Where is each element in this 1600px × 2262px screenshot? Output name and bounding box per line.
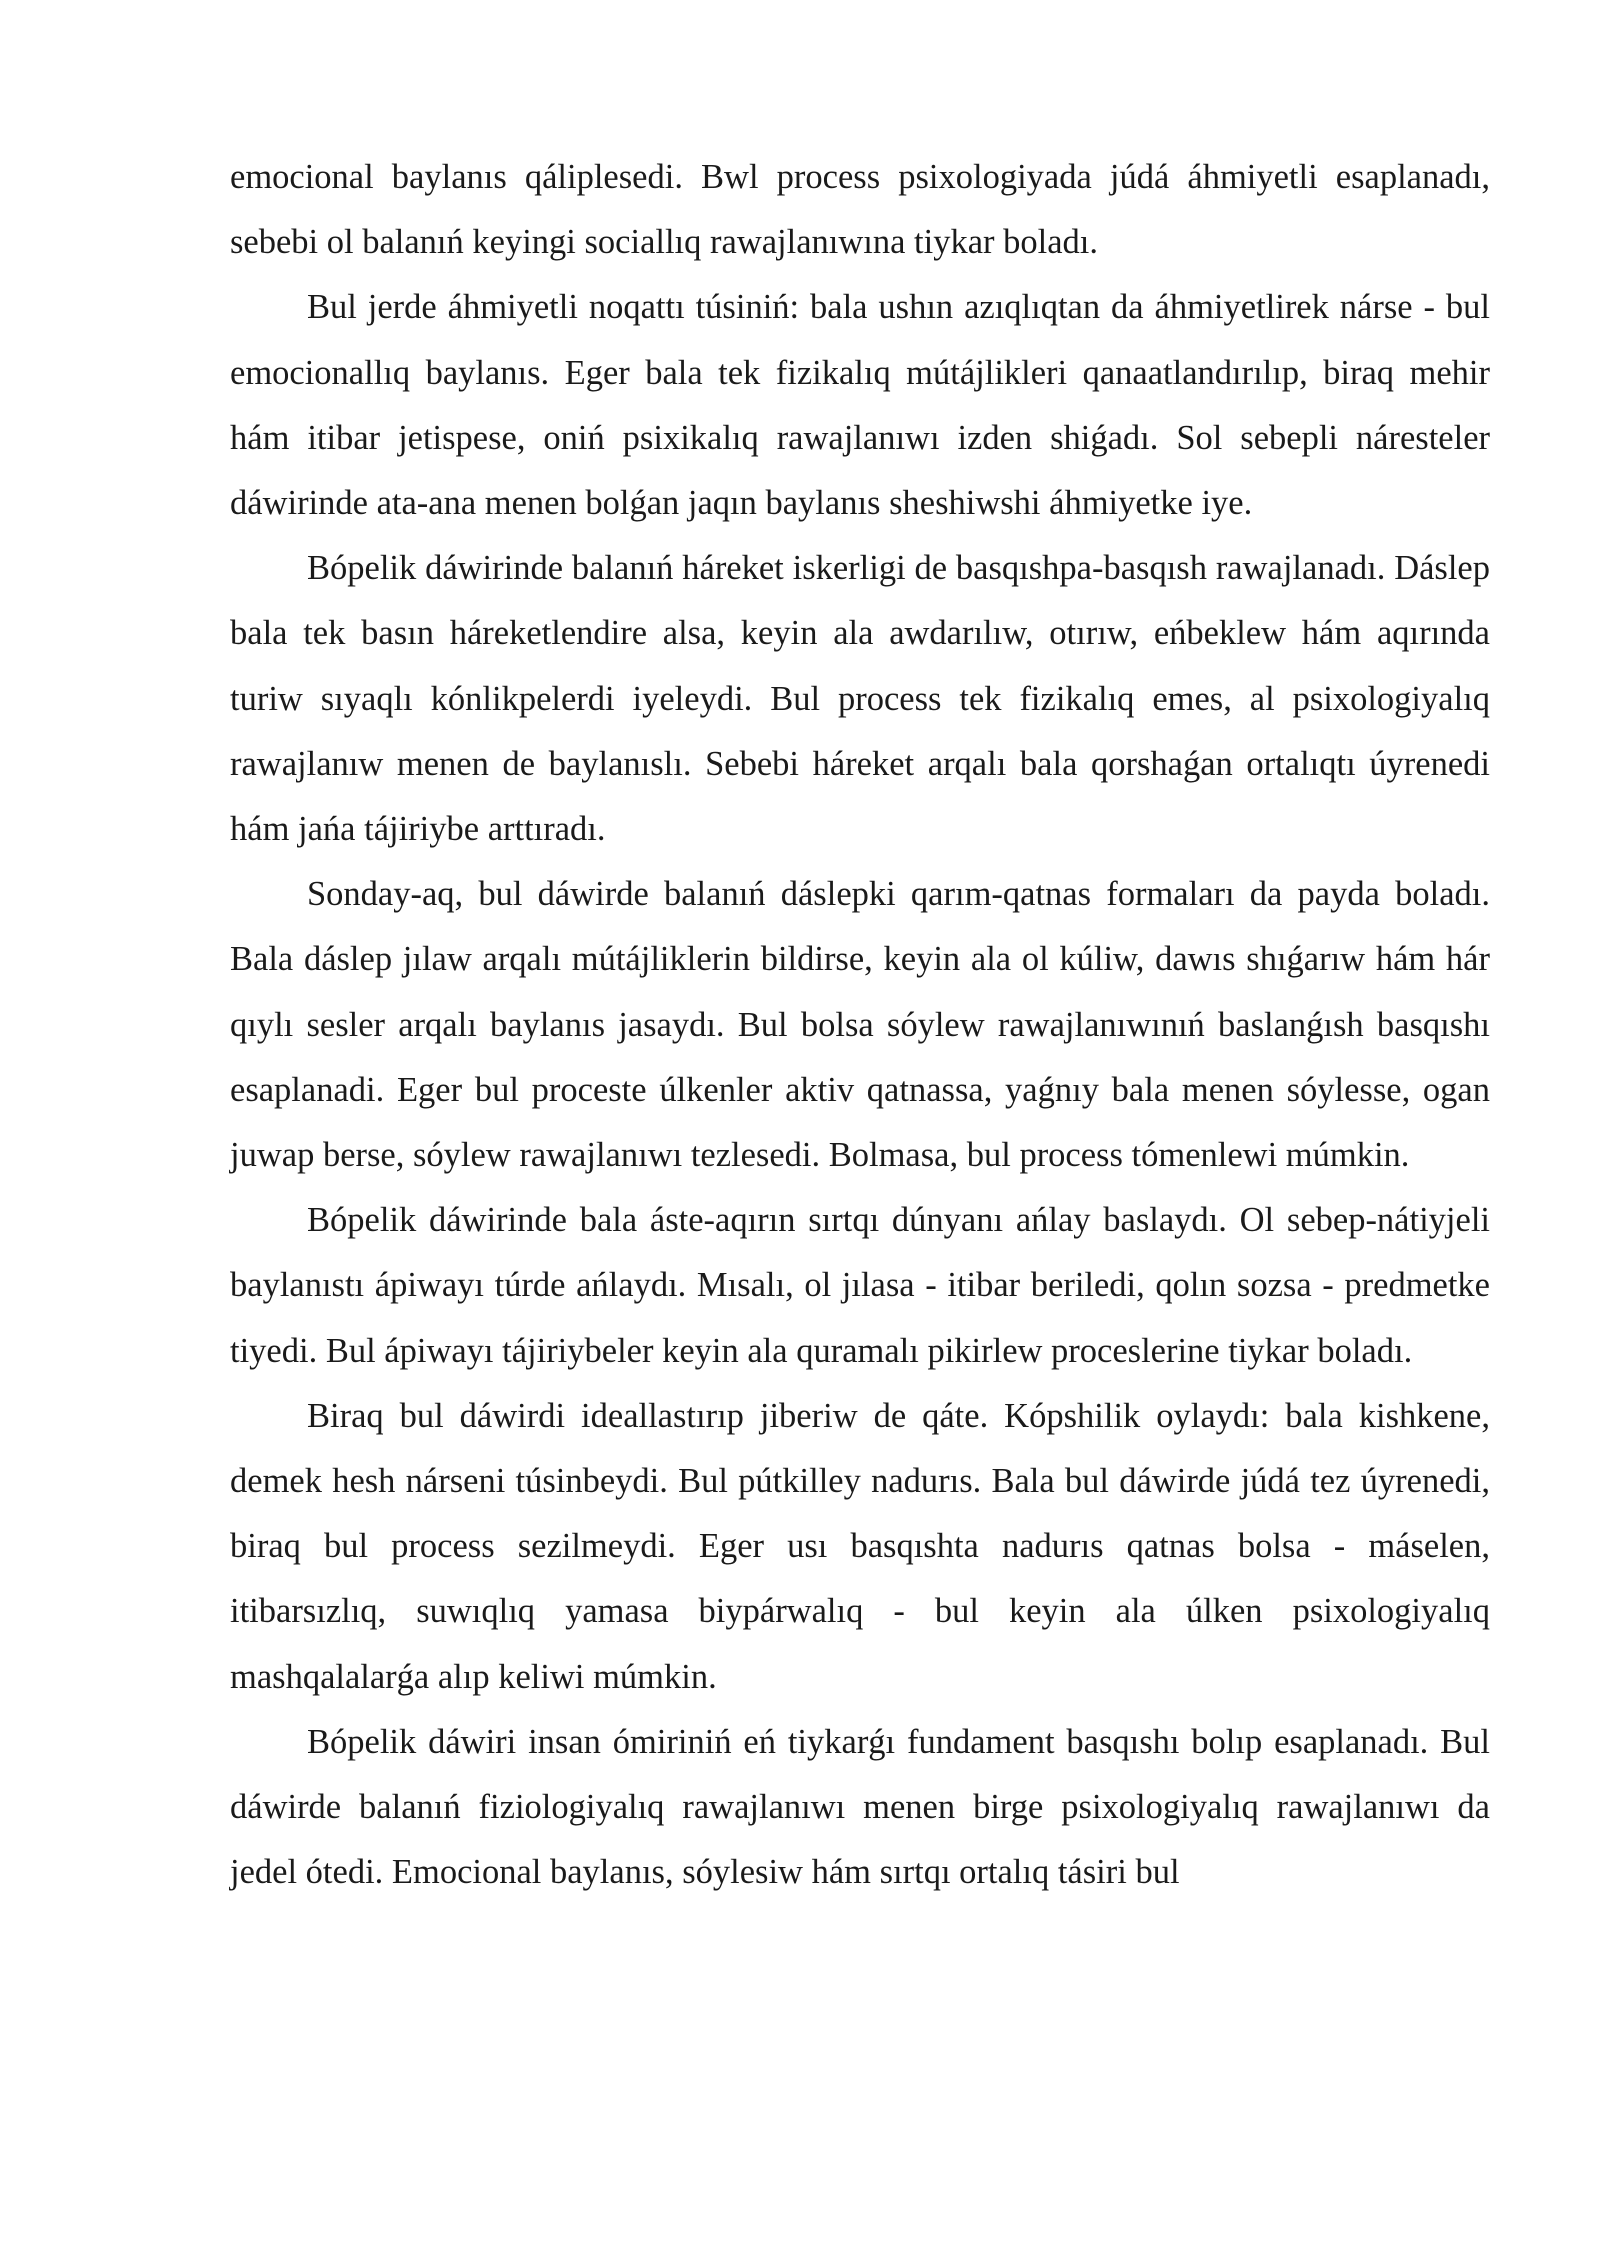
paragraph: Bul jerde áhmiyetli noqattı túsiniń: bala ushın azıqlıqtan da áhmiyetlirek nárse - bul emocionallıq baylanıs. Eger bala tek fizikalıq mútájlikleri qanaatlandırılıp, biraq mehir hám itibar jetispese, oniń psixikalıq rawajlanıwı izden shiǵadı. Sol sebepli náresteler dáwirinde ata-ana menen bolǵan jaqın baylanıs sheshiwshi áhmiyetke iye. [230,288,1490,523]
paragraph: Bópelik dáwirinde bala áste-aqırın sırtqı dúnyanı ańlay baslaydı. Ol sebep-nátiyjeli baylanıstı ápiwayı túrde ańlaydı. Mısalı, ol jılasa - itibar beriledi, qolın sozsa - predmetke tiyedi. Bul ápiwayı tájiriybeler keyin ala quramalı pikirlew proceslerine tiykar boladı. [230,1201,1490,1370]
paragraph-continuation: emocional baylanıs qáliplesedi. Bwl process psixologiyada júdá áhmiyetli esaplanadı, sebebi ol balanıń keyingi sociallıq rawajlanıwına tiykar boladı. [230,158,1490,262]
paragraph: Bópelik dáwiri insan ómiriniń eń tiykarǵı fundament basqıshı bolıp esaplanadı. Bul dáwirde balanıń fiziologiyalıq rawajlanıwı menen birge psixologiyalıq rawajlanıwı da jedel ótedi. Emocional baylanıs, sóylesiw hám sırtqı ortalıq tásiri bul [230,1722,1490,1892]
paragraph: Bópelik dáwirinde balanıń háreket iskerligi de basqıshpa-basqısh rawajlanadı. Dáslep bala tek basın háreketlendire alsa, keyin ala awdarılıw, otırıw, eńbeklew hám aqırında turiw sıyaqlı kónlikpelerdi iyeleydi. Bul process tek fizikalıq emes, al psixologiyalıq rawajlanıw menen de baylanıslı. Sebebi háreket arqalı bala qorshaǵan ortalıqtı úyrenedi hám jańa tájiriybe arttıradı. [230,549,1490,849]
paragraph: Sonday-aq, bul dáwirde balanıń dáslepki qarım-qatnas formaları da payda boladı. Bala dáslep jılaw arqalı mútájliklerin bildirse, keyin ala ol kúliw, dawıs shıǵarıw hám hár qıylı sesler arqalı baylanıs jasaydı. Bul bolsa sóylew rawajlanıwınıń baslanǵısh basqıshı esaplanadi. Eger bul proceste úlkenler aktiv qatnassa, yaǵnıy bala menen sóylesse, ogan juwap berse, sóylew rawajlanıwı tezlesedi. Bolmasa, bul process tómenlewi múmkin. [230,875,1490,1175]
document-body [230,145,1490,1905]
paragraph: Biraq bul dáwirdi ideallastırıp jiberiw de qáte. Kópshilik oylaydı: bala kishkene, demek hesh nárseni túsinbeydi. Bul pútkilley nadurıs. Bala bul dáwirde júdá tez úyrenedi, biraq bul process sezilmeydi. Eger usı basqıshta nadurıs qatnas bolsa - máselen, itibarsızlıq, suwıqlıq yamasa biypárwalıq - bul keyin ala úlken psixologiyalıq mashqalalarǵa alıp keliwi múmkin. [230,1396,1490,1696]
